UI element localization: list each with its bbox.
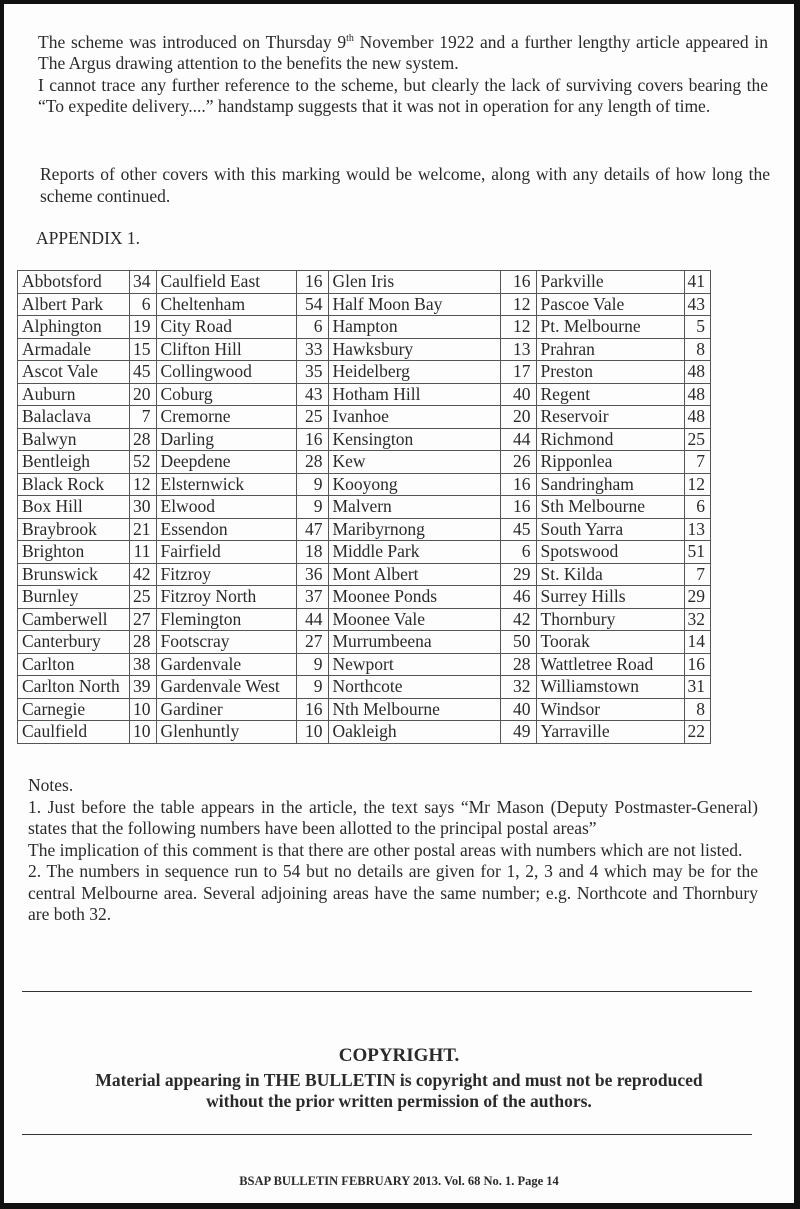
area-number: 54	[296, 293, 328, 316]
area-name: Moonee Vale	[328, 608, 500, 631]
area-name: Thornbury	[536, 608, 684, 631]
appendix-heading: APPENDIX 1.	[36, 228, 141, 248]
area-number: 43	[296, 383, 328, 406]
table-row	[18, 676, 711, 699]
area-name: Pt. Melbourne	[536, 316, 684, 339]
area-number: 16	[684, 653, 711, 676]
area-name: Balaclava	[18, 406, 130, 429]
area-name: Bentleigh	[18, 451, 130, 474]
area-name: Darling	[156, 428, 296, 451]
area-name: Prahran	[536, 338, 684, 361]
table-row	[18, 361, 711, 384]
area-number: 16	[500, 271, 536, 294]
area-name: Essendon	[156, 518, 296, 541]
area-name: Newport	[328, 653, 500, 676]
area-number: 34	[130, 271, 157, 294]
area-name: Camberwell	[18, 608, 130, 631]
area-name: Albert Park	[18, 293, 130, 316]
area-number: 12	[500, 316, 536, 339]
area-name: Parkville	[536, 271, 684, 294]
area-number: 51	[684, 541, 711, 564]
area-name: Caulfield	[18, 721, 130, 744]
reports-text: Reports of other covers with this marking would be welcome, along with any details of how long the scheme continued.	[40, 164, 770, 206]
area-name: Hawksbury	[328, 338, 500, 361]
area-name: Collingwood	[156, 361, 296, 384]
area-name: Half Moon Bay	[328, 293, 500, 316]
area-name: Spotswood	[536, 541, 684, 564]
table-row	[18, 721, 711, 744]
area-number: 48	[684, 406, 711, 429]
area-number: 31	[684, 676, 711, 699]
area-name: Cremorne	[156, 406, 296, 429]
area-name: Gardenvale	[156, 653, 296, 676]
area-number: 29	[684, 586, 711, 609]
area-name: Canterbury	[18, 631, 130, 654]
area-name: Fitzroy North	[156, 586, 296, 609]
area-name: Alphington	[18, 316, 130, 339]
area-number: 52	[130, 451, 157, 474]
area-name: Clifton Hill	[156, 338, 296, 361]
area-number: 16	[500, 473, 536, 496]
table-row	[18, 406, 711, 429]
area-number: 14	[684, 631, 711, 654]
copyright-line-1: Material appearing in THE BULLETIN is copyright and must not be reproduced	[95, 1070, 703, 1090]
area-name: Sandringham	[536, 473, 684, 496]
area-name: Gardiner	[156, 698, 296, 721]
area-name: Carlton North	[18, 676, 130, 699]
table-row	[18, 451, 711, 474]
area-name: Kensington	[328, 428, 500, 451]
area-number: 25	[130, 586, 157, 609]
area-number: 12	[684, 473, 711, 496]
area-name: Box Hill	[18, 496, 130, 519]
table-row	[18, 608, 711, 631]
area-name: Richmond	[536, 428, 684, 451]
area-name: Carnegie	[18, 698, 130, 721]
area-number: 21	[130, 518, 157, 541]
area-number: 12	[130, 473, 157, 496]
area-number: 46	[500, 586, 536, 609]
area-number: 37	[296, 586, 328, 609]
area-name: Regent	[536, 383, 684, 406]
area-name: Brighton	[18, 541, 130, 564]
area-number: 28	[296, 451, 328, 474]
area-number: 16	[296, 698, 328, 721]
copyright-line-2: without the prior written permission of the authors.	[206, 1091, 592, 1111]
area-name: City Road	[156, 316, 296, 339]
area-number: 26	[500, 451, 536, 474]
area-number: 8	[684, 338, 711, 361]
area-name: Elwood	[156, 496, 296, 519]
table-row	[18, 473, 711, 496]
area-number: 47	[296, 518, 328, 541]
table-row	[18, 293, 711, 316]
area-number: 7	[130, 406, 157, 429]
area-number: 28	[130, 428, 157, 451]
area-name: Heidelberg	[328, 361, 500, 384]
area-number: 25	[684, 428, 711, 451]
copyright-title: COPYRIGHT.	[338, 1045, 460, 1066]
area-name: Hampton	[328, 316, 500, 339]
table-row	[18, 271, 711, 294]
table-row	[18, 316, 711, 339]
area-name: Windsor	[536, 698, 684, 721]
table-row	[18, 428, 711, 451]
area-number: 33	[296, 338, 328, 361]
area-number: 43	[684, 293, 711, 316]
area-name: Reservoir	[536, 406, 684, 429]
note-2: 2. The numbers in sequence run to 54 but no details are given for 1, 2, 3 and 4 which may be for the central Melbourne area. Several adjoining areas have the same number; e.g. Northcote and Thornbury are both 32.	[28, 861, 758, 924]
area-number: 41	[684, 271, 711, 294]
area-name: Carlton	[18, 653, 130, 676]
area-number: 13	[500, 338, 536, 361]
area-name: Black Rock	[18, 473, 130, 496]
area-name: Footscray	[156, 631, 296, 654]
area-number: 42	[130, 563, 157, 586]
table-row	[18, 563, 711, 586]
area-number: 44	[296, 608, 328, 631]
note-1-comment: The implication of this comment is that there are other postal areas with numbers which are not listed.	[28, 839, 743, 860]
table-row	[18, 496, 711, 519]
table-row	[18, 338, 711, 361]
area-number: 9	[296, 676, 328, 699]
area-number: 49	[500, 721, 536, 744]
notes-section	[28, 775, 758, 926]
area-number: 45	[500, 518, 536, 541]
area-number: 16	[296, 271, 328, 294]
area-name: Fairfield	[156, 541, 296, 564]
area-name: Oakleigh	[328, 721, 500, 744]
area-number: 17	[500, 361, 536, 384]
area-name: Middle Park	[328, 541, 500, 564]
area-number: 16	[500, 496, 536, 519]
area-name: Murrumbeena	[328, 631, 500, 654]
area-name: Moonee Ponds	[328, 586, 500, 609]
area-number: 18	[296, 541, 328, 564]
area-name: Pascoe Vale	[536, 293, 684, 316]
area-number: 50	[500, 631, 536, 654]
area-name: Wattletree Road	[536, 653, 684, 676]
intro-sentence-2: I cannot trace any further reference to the scheme, but clearly the lack of surviving covers bearing the “To expedite delivery....” handstamp suggests that it was not in operation for any length of time.	[38, 74, 768, 117]
divider-bottom	[22, 1134, 752, 1135]
table-row	[18, 383, 711, 406]
area-name: Kew	[328, 451, 500, 474]
area-name: Auburn	[18, 383, 130, 406]
area-name: Coburg	[156, 383, 296, 406]
area-number: 29	[500, 563, 536, 586]
area-name: Nth Melbourne	[328, 698, 500, 721]
document-page	[4, 4, 794, 1203]
area-number: 27	[130, 608, 157, 631]
area-name: South Yarra	[536, 518, 684, 541]
area-number: 5	[684, 316, 711, 339]
note-1: 1. Just before the table appears in the article, the text says “Mr Mason (Deputy Postmaster-General) states that the following numbers have been allotted to the principal postal areas”	[28, 796, 758, 838]
reports-paragraph	[40, 164, 770, 207]
area-name: Hotham Hill	[328, 383, 500, 406]
area-number: 40	[500, 698, 536, 721]
area-name: St. Kilda	[536, 563, 684, 586]
area-number: 27	[296, 631, 328, 654]
divider-top	[22, 991, 752, 992]
area-number: 8	[684, 698, 711, 721]
area-number: 28	[500, 653, 536, 676]
area-number: 10	[130, 721, 157, 744]
area-name: Braybrook	[18, 518, 130, 541]
area-number: 9	[296, 473, 328, 496]
intro-paragraph	[38, 28, 768, 118]
area-name: Brunswick	[18, 563, 130, 586]
area-name: Burnley	[18, 586, 130, 609]
area-number: 15	[130, 338, 157, 361]
copyright-notice	[4, 1070, 794, 1112]
area-number: 9	[296, 653, 328, 676]
area-name: Gardenvale West	[156, 676, 296, 699]
area-number: 48	[684, 383, 711, 406]
intro-text-b: November 1922 and a further lengthy article appeared in The Argus drawing attention to the benefits the new system.	[38, 31, 768, 74]
area-name: Toorak	[536, 631, 684, 654]
area-number: 38	[130, 653, 157, 676]
area-number: 32	[684, 608, 711, 631]
area-number: 6	[296, 316, 328, 339]
postal-numbers-table	[17, 270, 711, 744]
intro-sentence-1	[38, 28, 768, 75]
area-name: Caulfield East	[156, 271, 296, 294]
table-row	[18, 698, 711, 721]
area-number: 36	[296, 563, 328, 586]
area-name: Sth Melbourne	[536, 496, 684, 519]
area-name: Maribyrnong	[328, 518, 500, 541]
area-number: 13	[684, 518, 711, 541]
area-number: 6	[500, 541, 536, 564]
intro-text-a: The scheme was introduced on Thursday 9	[38, 31, 347, 52]
table-row	[18, 631, 711, 654]
area-number: 35	[296, 361, 328, 384]
area-number: 10	[296, 721, 328, 744]
area-name: Williamstown	[536, 676, 684, 699]
area-number: 40	[500, 383, 536, 406]
table-row	[18, 518, 711, 541]
area-name: Deepdene	[156, 451, 296, 474]
area-name: Fitzroy	[156, 563, 296, 586]
area-name: Kooyong	[328, 473, 500, 496]
area-number: 22	[684, 721, 711, 744]
notes-title: Notes.	[28, 775, 74, 795]
area-number: 9	[296, 496, 328, 519]
area-name: Abbotsford	[18, 271, 130, 294]
area-name: Armadale	[18, 338, 130, 361]
area-number: 7	[684, 563, 711, 586]
area-number: 16	[296, 428, 328, 451]
area-name: Ascot Vale	[18, 361, 130, 384]
area-name: Malvern	[328, 496, 500, 519]
area-name: Flemington	[156, 608, 296, 631]
area-number: 42	[500, 608, 536, 631]
area-number: 6	[684, 496, 711, 519]
area-name: Surrey Hills	[536, 586, 684, 609]
area-number: 10	[130, 698, 157, 721]
area-number: 45	[130, 361, 157, 384]
area-number: 19	[130, 316, 157, 339]
area-number: 30	[130, 496, 157, 519]
area-name: Balwyn	[18, 428, 130, 451]
area-number: 12	[500, 293, 536, 316]
area-name: Ripponlea	[536, 451, 684, 474]
area-number: 20	[130, 383, 157, 406]
area-number: 44	[500, 428, 536, 451]
area-number: 6	[130, 293, 157, 316]
table-row	[18, 586, 711, 609]
area-name: Northcote	[328, 676, 500, 699]
area-name: Ivanhoe	[328, 406, 500, 429]
area-name: Elsternwick	[156, 473, 296, 496]
area-number: 39	[130, 676, 157, 699]
area-number: 25	[296, 406, 328, 429]
area-name: Yarraville	[536, 721, 684, 744]
ordinal-suffix: th	[346, 33, 354, 44]
area-number: 7	[684, 451, 711, 474]
page-footer: BSAP BULLETIN FEBRUARY 2013. Vol. 68 No. 1. Page 14	[239, 1174, 559, 1188]
area-number: 48	[684, 361, 711, 384]
area-name: Glenhuntly	[156, 721, 296, 744]
table-row	[18, 541, 711, 564]
area-number: 28	[130, 631, 157, 654]
area-number: 32	[500, 676, 536, 699]
area-number: 20	[500, 406, 536, 429]
table-row	[18, 653, 711, 676]
area-name: Mont Albert	[328, 563, 500, 586]
area-name: Glen Iris	[328, 271, 500, 294]
area-name: Cheltenham	[156, 293, 296, 316]
area-name: Preston	[536, 361, 684, 384]
area-number: 11	[130, 541, 157, 564]
